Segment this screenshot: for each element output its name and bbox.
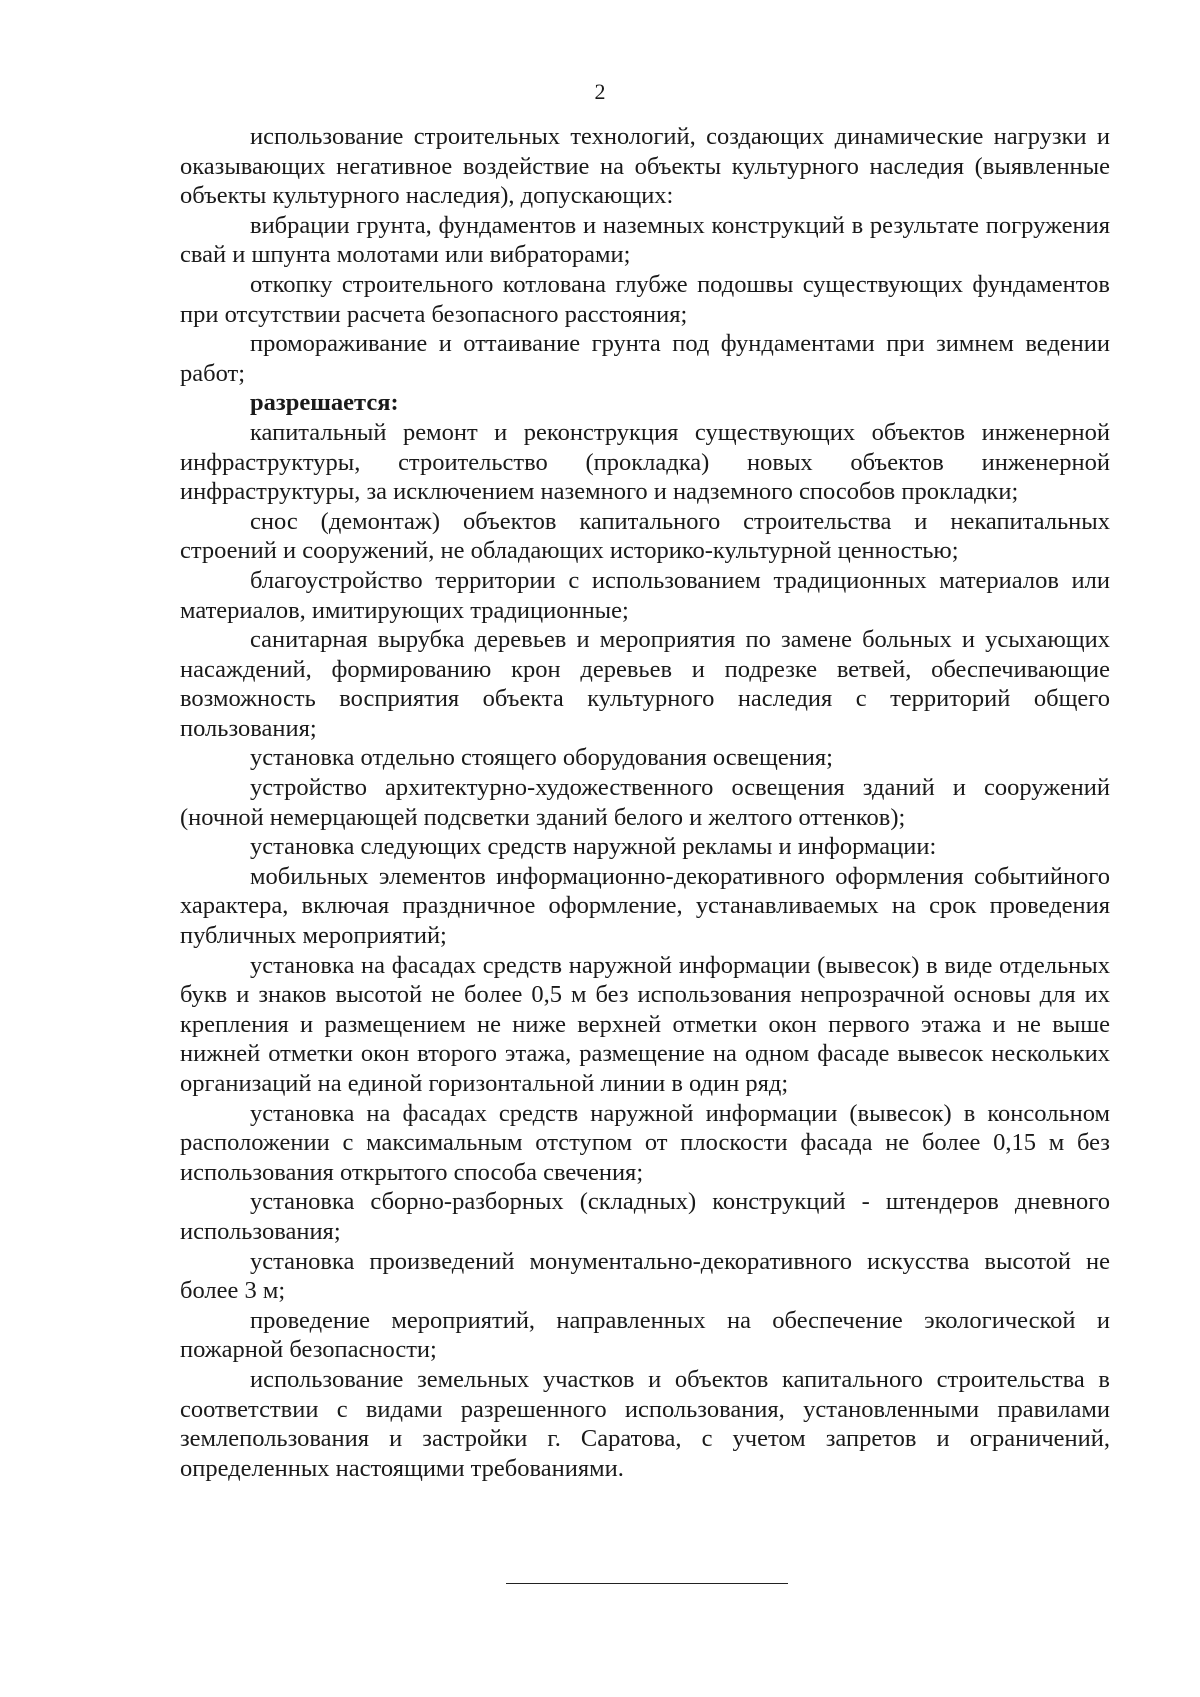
paragraph: вибрации грунта, фундаментов и наземных конструкций в результате погружения свай и шпунта молотами или вибраторами; (180, 211, 1110, 269)
paragraph: мобильных элементов информационно-декоративного оформления событийного характера, включая праздничное оформление, устанавливаемых на срок проведения публичных мероприятий; (180, 862, 1110, 950)
paragraph: проведение мероприятий, направленных на обеспечение экологической и пожарной безопасности; (180, 1306, 1110, 1364)
paragraph: капитальный ремонт и реконструкция существующих объектов инженерной инфраструктуры, строительство (прокладка) новых объектов инженерной инфраструктуры, за исключением наземного и надземного способов прокладки; (180, 418, 1110, 506)
document-body (180, 122, 1110, 1483)
section-heading-allowed: разрешается: (250, 389, 399, 417)
paragraph: благоустройство территории с использованием традиционных материалов или материалов, имитирующих традиционные; (180, 566, 1110, 624)
paragraph: установка на фасадах средств наружной информации (вывесок) в консольном расположении с максимальным отступом от плоскости фасада не более 0,15 м без использования открытого способа свечения; (180, 1099, 1110, 1186)
paragraph: установка сборно-разборных (складных) конструкций - штендеров дневного использования; (180, 1188, 1110, 1245)
paragraph: установка отдельно стоящего оборудования освещения; (250, 744, 833, 772)
paragraph: использование строительных технологий, создающих динамические нагрузки и оказывающих негативное воздействие на объекты культурного наследия (выявленные объекты культурного наследия), допускающих: (180, 123, 1110, 210)
paragraph: снос (демонтаж) объектов капитального строительства и некапитальных строений и сооружений, не обладающих историко-культурной ценностью; (180, 507, 1110, 565)
end-of-document-rule (506, 1583, 788, 1584)
paragraph: установка на фасадах средств наружной информации (вывесок) в виде отдельных букв и знаков высотой не более 0,5 м без использования непрозрачной основы для их крепления и размещением не ниже верхней отметки окон первого этажа и не выше нижней отметки окон второго этажа, размещение на одном фасаде вывесок нескольких организаций на единой горизонтальной линии в один ряд; (180, 951, 1110, 1097)
paragraph: откопку строительного котлована глубже подошвы существующих фундаментов при отсутствии расчета безопасного расстояния; (180, 270, 1110, 328)
paragraph: использование земельных участков и объектов капитального строительства в соответствии с видами разрешенного использования, установленными правилами землепользования и застройки г. Саратова, с учетом запретов и ограничений, определенных настоящими требованиями. (180, 1365, 1110, 1482)
page-number: 2 (594, 79, 606, 104)
paragraph: установка произведений монументально-декоративного искусства высотой не более 3 м; (180, 1247, 1110, 1305)
paragraph: установка следующих средств наружной рекламы и информации: (250, 833, 937, 861)
paragraph: промораживание и оттаивание грунта под фундаментами при зимнем ведении работ; (180, 330, 1110, 387)
paragraph: санитарная вырубка деревьев и мероприятия по замене больных и усыхающих насаждений, формированию крон деревьев и подрезке ветвей, обеспечивающие возможность восприятия объекта культурного наследия с территорий общего пользования; (180, 626, 1110, 742)
paragraph: устройство архитектурно-художественного освещения зданий и сооружений (ночной немерцающей подсветки зданий белого и желтого оттенков); (180, 774, 1110, 831)
